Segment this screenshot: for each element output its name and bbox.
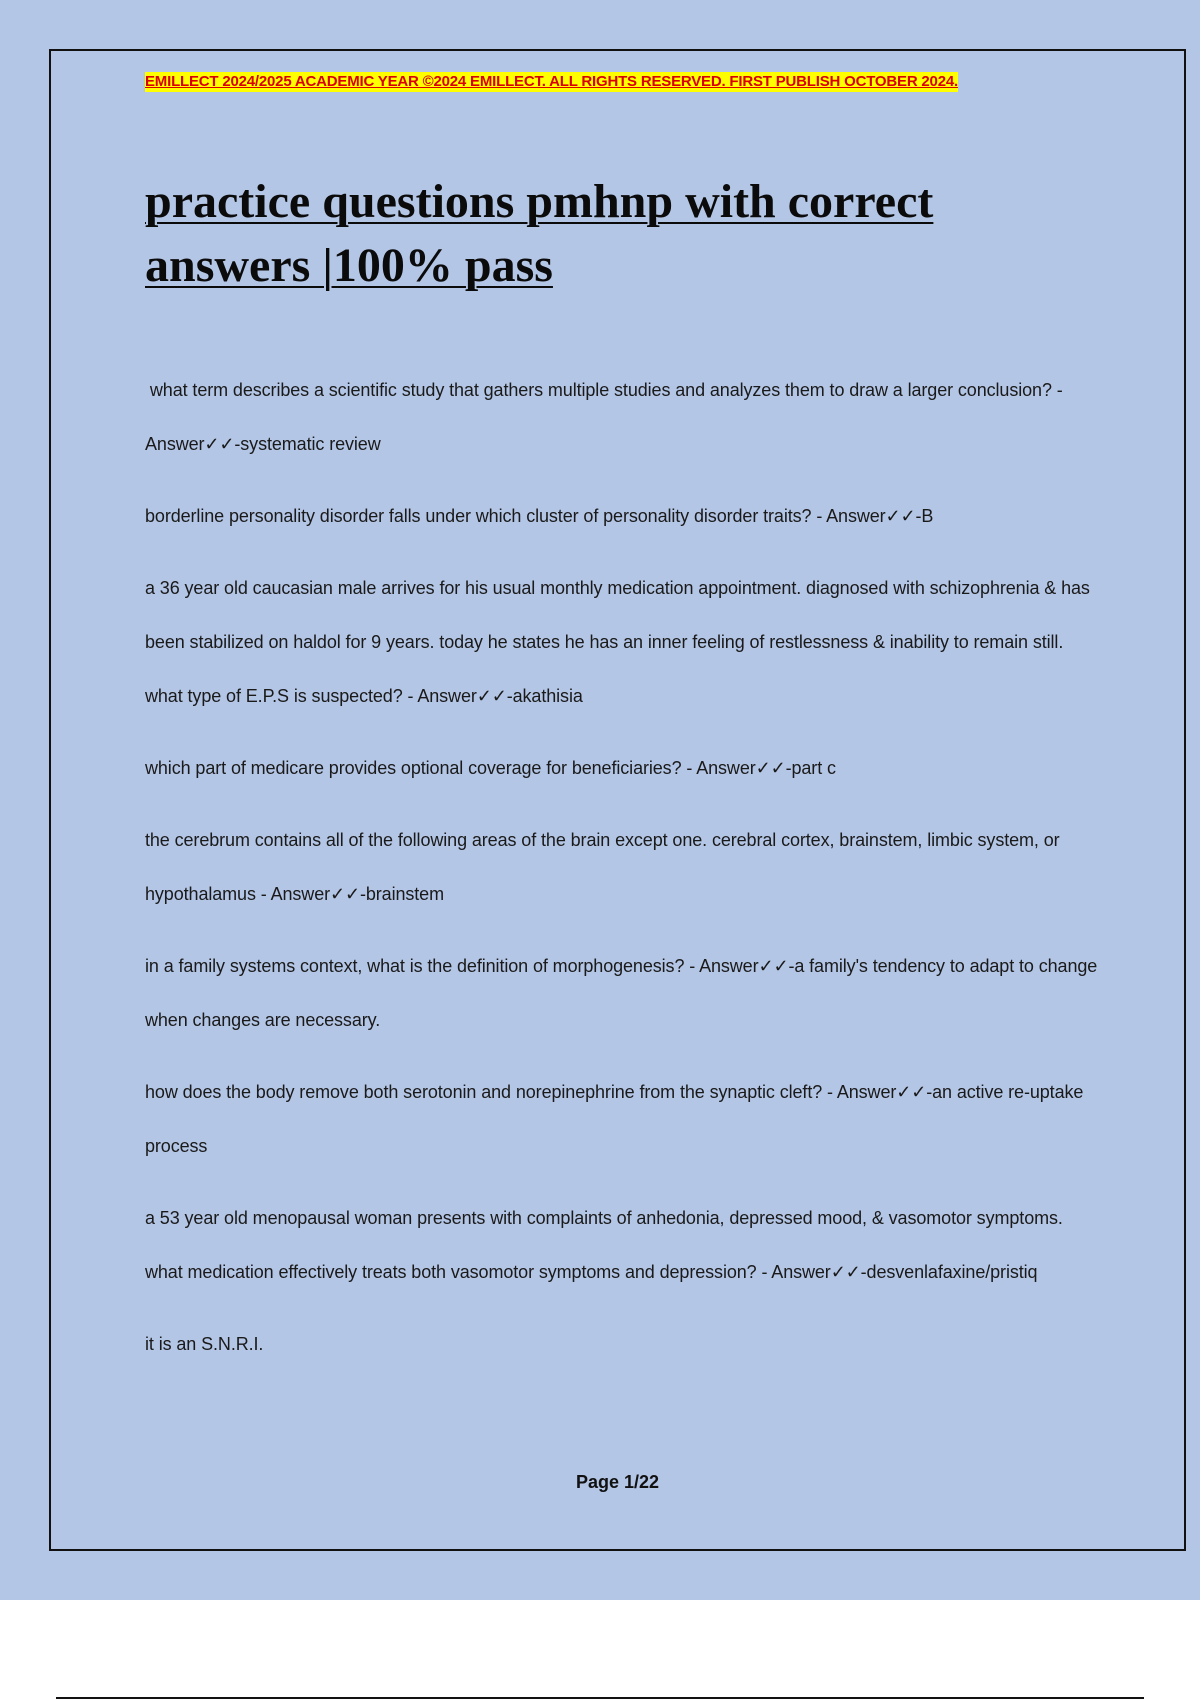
qa-entry-6: in a family systems context, what is the definition of morphogenesis? - Answer✓✓-a family's tendency to adapt to change when changes are necessary. bbox=[145, 956, 1098, 1030]
document-title bbox=[145, 170, 1085, 298]
page-number: Page 1/22 bbox=[575, 1472, 660, 1492]
qa-entry-4: which part of medicare provides optional coverage for beneficiaries? - Answer✓✓-part c bbox=[145, 758, 836, 778]
document-title-line-1: practice questions pmhnp with correct bbox=[145, 175, 934, 228]
copyright-banner: EMILLECT 2024/2025 ACADEMIC YEAR ©2024 EMILLECT. ALL RIGHTS RESERVED. FIRST PUBLISH OCTOBER 2024. bbox=[145, 73, 958, 90]
qa-entry-8: a 53 year old menopausal woman presents with complaints of anhedonia, depressed mood, & vasomotor symptoms. what medication effectively treats both vasomotor symptoms and depression? - Answer✓✓-desvenlafaxine/pristiq bbox=[145, 1208, 1063, 1282]
qa-entry-3: a 36 year old caucasian male arrives for his usual monthly medication appointment. diagnosed with schizophrenia & has been stabilized on haldol for 9 years. today he states he has an inner feeling of restlessness & inability to remain still. what type of E.P.S is suspected? - Answer✓✓-akathisia bbox=[145, 578, 1090, 706]
qa-entry-9: it is an S.N.R.I. bbox=[145, 1334, 264, 1354]
question-answer-list bbox=[145, 363, 1100, 1389]
qa-entry-2: borderline personality disorder falls under which cluster of personality disorder traits? - Answer✓✓-B bbox=[145, 506, 934, 526]
qa-entry-5: the cerebrum contains all of the following areas of the brain except one. cerebral cortex, brainstem, limbic system, or hypothalamus - Answer✓✓-brainstem bbox=[145, 830, 1060, 904]
document-title-line-2: answers |100% pass bbox=[145, 239, 553, 292]
qa-entry-7: how does the body remove both serotonin and norepinephrine from the synaptic cleft? - Answer✓✓-an active re-uptake process bbox=[145, 1082, 1084, 1156]
next-page-rule bbox=[56, 1697, 1144, 1699]
qa-entry-1: what term describes a scientific study that gathers multiple studies and analyzes them to draw a larger conclusion? - Answer✓✓-systematic review bbox=[145, 380, 1067, 454]
